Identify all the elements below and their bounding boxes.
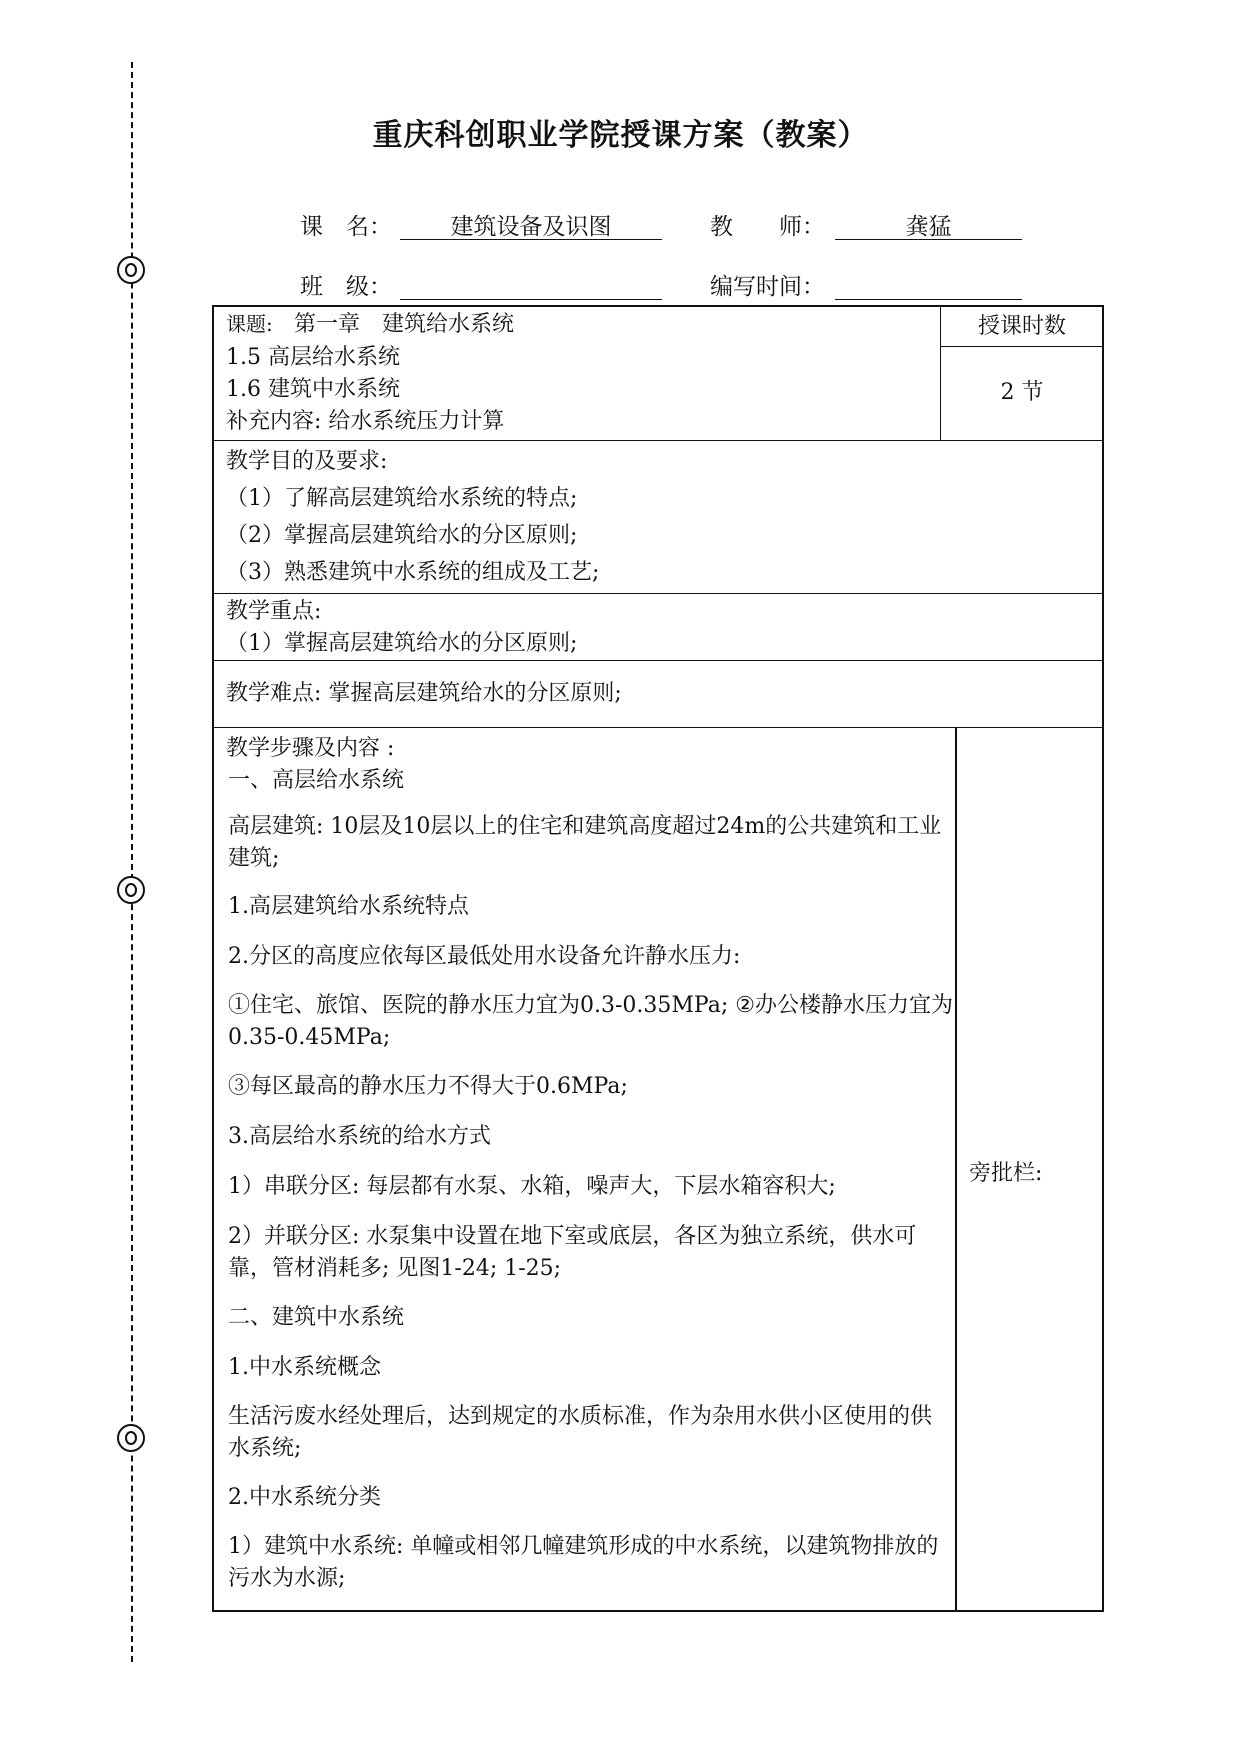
objectives-heading: 教学目的及要求:: [226, 449, 388, 474]
step-paragraph: 高层建筑: 10层及10层以上的住宅和建筑高度超过24m的公共建筑和工业建筑;: [228, 814, 942, 871]
row-divider: [214, 440, 1102, 441]
step-paragraph: 1.高层建筑给水系统特点: [228, 894, 469, 919]
row-divider: [214, 660, 1102, 661]
step-paragraph: ③每区最高的静水压力不得大于0.6MPa;: [228, 1074, 628, 1099]
class-label: 班 级：: [300, 274, 392, 300]
hours-value: 2 节: [1000, 380, 1044, 405]
step-paragraph: 1）串联分区: 每层都有水泵、水箱，噪声大，下层水箱容积大;: [228, 1174, 836, 1199]
topic-line: 1.6 建筑中水系统: [226, 377, 400, 402]
side-note-divider: [955, 727, 957, 1610]
row-divider: [214, 727, 1102, 728]
binding-hole-icon: [117, 1424, 145, 1452]
page-title: 重庆科创职业学院授课方案（教案）: [372, 118, 869, 153]
key-point-item: （1）掌握高层建筑给水的分区原则;: [226, 631, 578, 656]
side-note-label: 旁批栏:: [969, 1161, 1043, 1186]
step-paragraph: 3.高层给水系统的给水方式: [228, 1124, 491, 1149]
step-paragraph: 2.中水系统分类: [228, 1485, 381, 1510]
row-divider: [214, 593, 1102, 594]
class-value: [400, 268, 662, 300]
step-paragraph: 生活污废水经处理后，达到规定的水质标准，作为杂用水供小区使用的供水系统;: [228, 1404, 933, 1461]
binding-hole-icon: [117, 876, 145, 904]
teacher-label: 教 师：: [710, 214, 825, 240]
course-value: 建筑设备及识图: [400, 208, 662, 240]
key-points-heading: 教学重点:: [226, 599, 322, 624]
step-paragraph: 1）建筑中水系统: 单幢或相邻几幢建筑形成的中水系统，以建筑物排放的污水为水源;: [228, 1534, 939, 1591]
step-paragraph: 2.分区的高度应依每区最低处用水设备允许静水压力:: [228, 944, 741, 969]
teacher-value: 龚猛: [835, 208, 1022, 240]
step-paragraph: 1.中水系统概念: [228, 1355, 381, 1380]
binding-margin-line: [131, 62, 133, 1662]
step-paragraph: ①住宅、旅馆、医院的静水压力宜为0.3-0.35MPa; ②办公楼静水压力宜为0.35-0.45MPa;: [228, 993, 953, 1050]
steps-heading: 教学步骤及内容 :: [226, 736, 395, 761]
step-paragraph: 2）并联分区: 水泵集中设置在地下室或底层，各区为独立系统，供水可靠，管材消耗多; 见图1-24; 1-25;: [228, 1224, 917, 1281]
objective-item: （2）掌握高层建筑给水的分区原则;: [226, 523, 578, 548]
date-label: 编写时间：: [710, 274, 825, 300]
topic-label: 课题:: [226, 312, 273, 336]
step-paragraph: 二、建筑中水系统: [228, 1305, 405, 1330]
topic-line: 第一章 建筑给水系统: [294, 312, 515, 337]
course-label: 课 名：: [300, 214, 392, 240]
lesson-plan-table: [212, 305, 1104, 1612]
objective-item: （1）了解高层建筑给水系统的特点;: [226, 486, 578, 511]
binding-hole-icon: [117, 256, 145, 284]
difficulty-text: 教学难点: 掌握高层建筑给水的分区原则;: [226, 681, 622, 706]
hours-header: 授课时数: [977, 314, 1066, 339]
topic-line: 补充内容: 给水系统压力计算: [226, 409, 505, 434]
hours-divider: [940, 346, 1102, 347]
date-value: [835, 268, 1022, 300]
step-paragraph: 一、高层给水系统: [228, 768, 405, 793]
topic-line: 1.5 高层给水系统: [226, 345, 400, 370]
objective-item: （3）熟悉建筑中水系统的组成及工艺;: [226, 560, 600, 585]
